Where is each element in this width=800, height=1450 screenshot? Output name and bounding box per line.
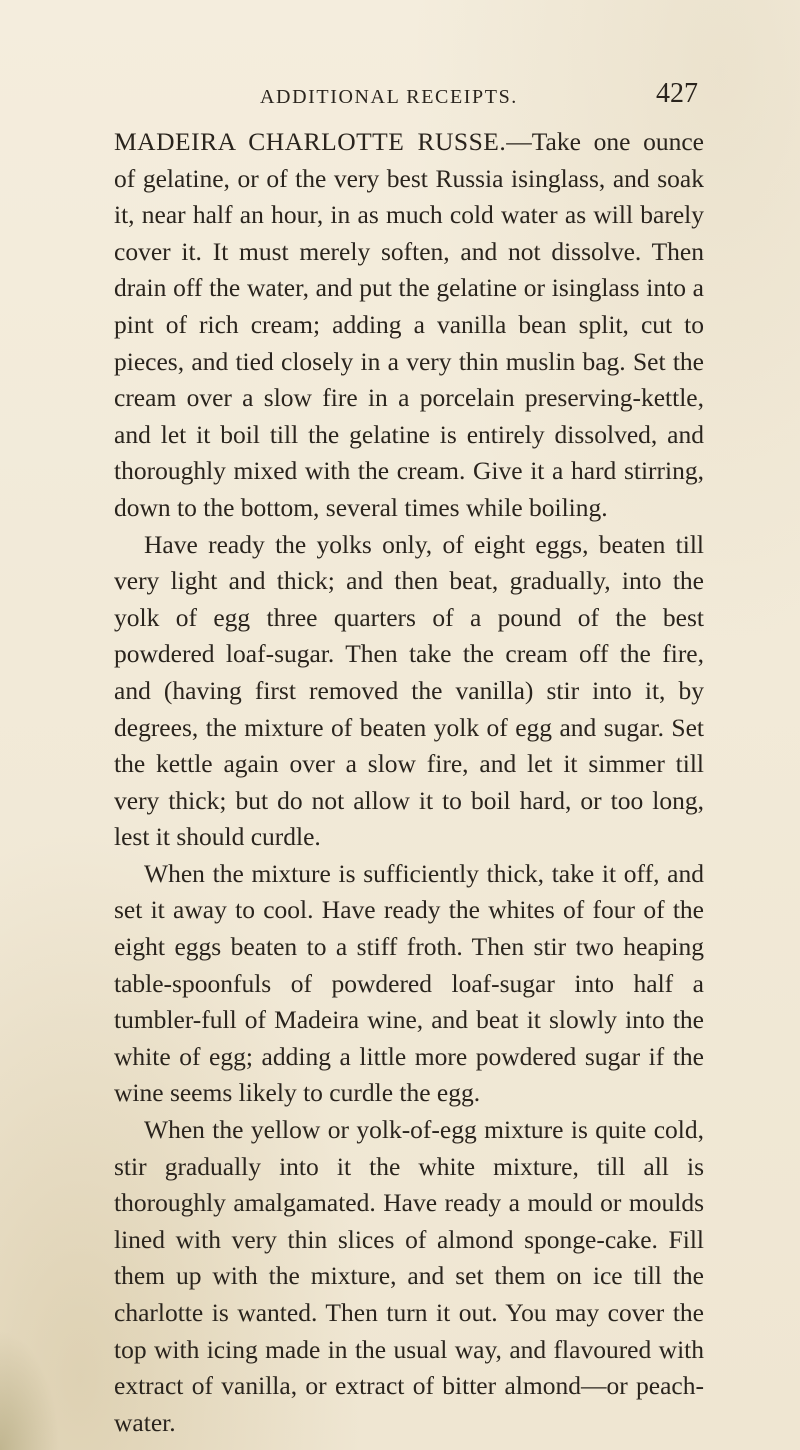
recipe-paragraph-2: Have ready the yolks only, of eight eggs, beaten till very light and thick; and then beat, gradually, into the yolk of egg three quarters of a pound of the best powdered loaf-sugar. Then take the cream off the fire, and (having first removed the vanilla) stir into it, by degrees, the mixture of beaten yolk of egg and sugar. Set the kettle again over a slow fire, and let it simmer till very thick; but do not allow it to boil hard, or too long, lest it should curdle. [114,529,704,852]
recipe-paragraph-1-text: —Take one ounce of gelatine, or of the very best Russia isinglass, and soak it, near half an hour, in as much cold water as will barely cover it. It must merely soften, and not dissolve. Then drain off the water, and put the gelatine or isinglass into a pint of rich cream; adding a vanilla bean split, cut to pieces, and tied closely in a very thin muslin bag. Set the cream over a slow fire in a porcelain preserving-kettle, and let it boil till the gelatine is entirely dissolved, and thoroughly mixed with the cream. Give it a hard stirring, down to the bottom, several times while boiling. [114,127,704,522]
running-head: ADDITIONAL RECEIPTS. [260,86,518,108]
page-stain [0,1330,60,1450]
recipe-body [114,124,704,1441]
recipe-paragraph-1 [114,124,704,527]
recipe-paragraph-4: When the yellow or yolk-of-egg mixture is quite cold, stir gradually into it the white mixture, till all is thoroughly amalgamated. Have ready a mould or moulds lined with very thin slices of almond sponge-cake. Fill them up with the mixture, and set them on ice till the charlotte is wanted. Then turn it out. You may cover the top with icing made in the usual way, and flavoured with extract of vanilla, or extract of bitter almond—or peach-water. [114,1115,704,1437]
recipe-paragraph-3: When the mixture is sufficiently thick, take it off, and set it away to cool. Have ready the whites of four of the eight eggs beaten to a stiff froth. Then stir two heaping table-spoonfuls of powdered loaf-sugar into half a tumbler-full of Madeira wine, and beat it slowly into the white of egg; adding a little more powdered sugar if the wine seems likely to curdle the egg. [114,858,704,1108]
recipe-title: MADEIRA CHARLOTTE RUSSE. [114,127,507,156]
page-number: 427 [656,78,698,109]
